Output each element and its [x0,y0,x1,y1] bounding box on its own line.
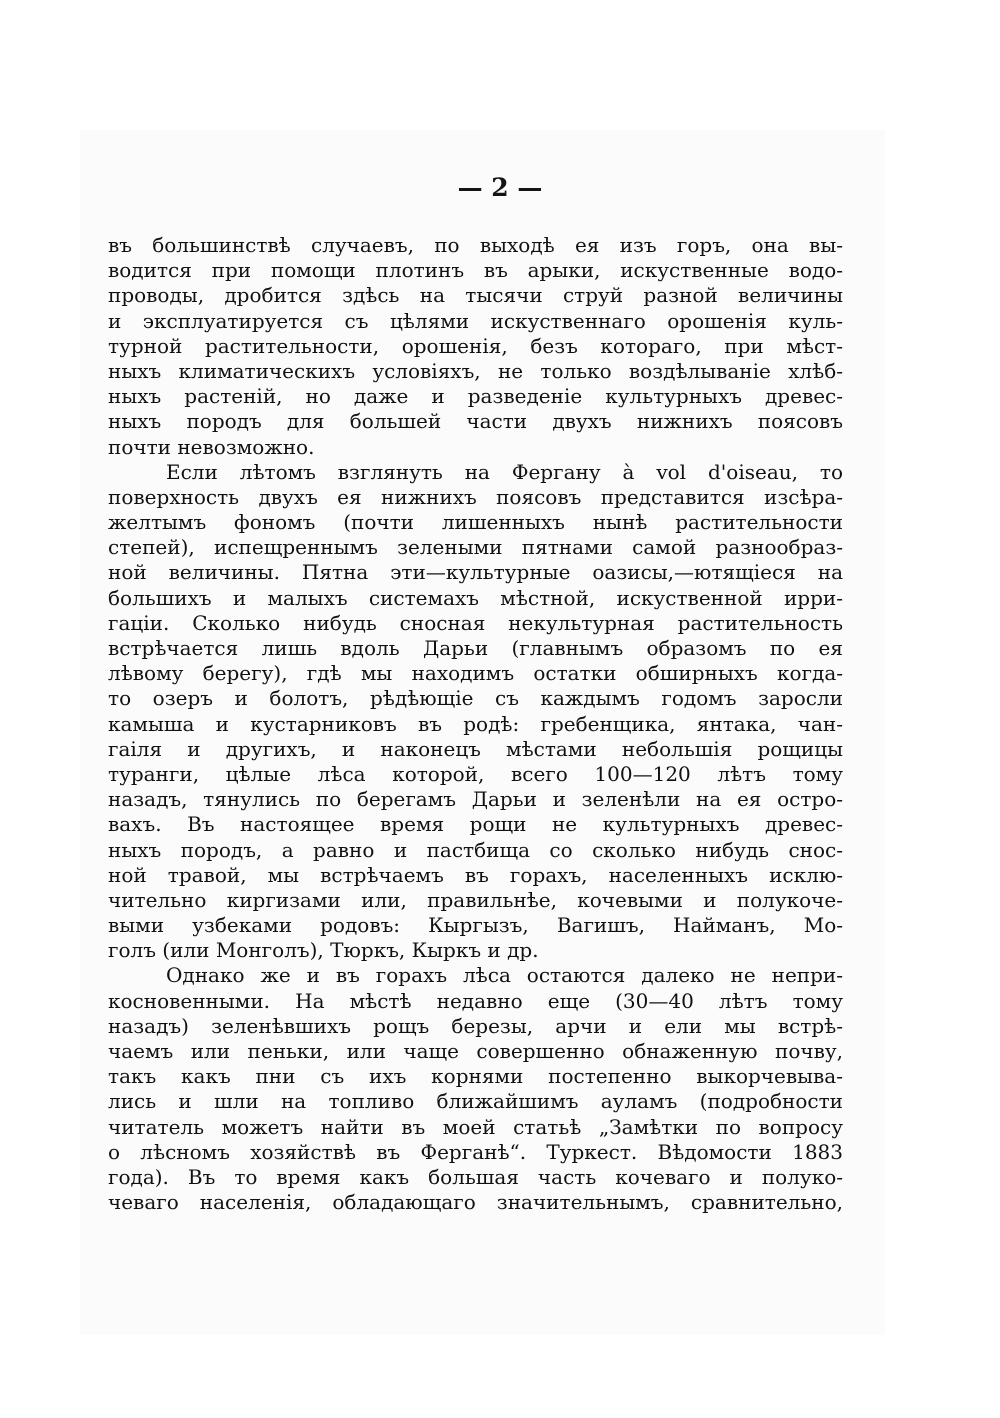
text-line: поверхность двухъ ея нижнихъ поясовъ представится изсѣра- [108,484,843,509]
text-line: лѣвому берегу), гдѣ мы находимъ остатки обширныхъ когда- [108,661,843,686]
text-line: туранги, цѣлые лѣса которой, всего 100—120 лѣтъ тому [108,761,843,786]
text-line: читатель можетъ найти въ моей статьѣ „Замѣтки по вопросу [108,1114,843,1139]
text-line: Если лѣтомъ взглянуть на Фергану à vol d'oiseau, то [166,459,843,484]
text-line: ной величины. Пятна эти—культурные оазисы,—ютящіеся на [108,560,843,585]
text-line: чительно киргизами или, правильнѣе, кочевыми и полукоче- [108,887,843,912]
text-line: чаемъ или пеньки, или чаще совершенно обнаженную почву, [108,1039,843,1063]
text-line: лись и шли на топливо ближайшимъ ауламъ (подробности [108,1089,843,1114]
text-line: косновенными. На мѣстѣ недавно еще (30—40 лѣтъ тому [108,988,843,1013]
text-line: камыша и кустарниковъ въ родѣ: гребенщика, янтака, чан- [108,711,843,736]
text-line: то озеръ и болотъ, рѣдѣющіе съ каждымъ годомъ заросли [108,686,843,711]
text-line: въ большинствѣ случаевъ, по выходѣ ея изъ горъ, она вы- [108,233,843,257]
text-line: ныхъ породъ для большей части двухъ нижнихъ поясовъ [108,409,843,434]
text-line: желтымъ фономъ (почти лишенныхъ нынѣ растительности [108,510,843,535]
text-line: и эксплуатируется съ цѣлями искуственнаго орошенія куль- [108,308,843,333]
text-line: о лѣсномъ хозяйствѣ въ Ферганѣ“. Туркест. Вѣдомости 1883 [108,1139,843,1164]
text-line: Однако же и въ горахъ лѣса остаются далеко не непри- [166,963,843,988]
text-line: турной растительности, орошенія, безъ котораго, при мѣст- [108,333,843,358]
text-line: гаціи. Сколько нибудь сносная некультурная растительность [108,610,843,635]
text-line: назадъ, тянулись по берегамъ Дарьи и зеленѣли на ея остро- [108,787,843,812]
text-line: выми узбеками родовъ: Кыргызъ, Вагишъ, Найманъ, Мо- [108,913,843,938]
text-line: чеваго населенія, обладающаго значительнымъ, сравнительно, [108,1190,843,1215]
text-line: ныхъ климатическихъ условіяхъ, не только воздѣлываніе хлѣб- [108,358,843,383]
text-line: встрѣчается лишь вдоль Дарьи (главнымъ образомъ по ея [108,636,843,660]
text-line: назадъ) зеленѣвшихъ рощъ березы, арчи и ели мы встрѣ- [108,1013,843,1038]
text-line: большихъ и малыхъ системахъ мѣстной, искуственной ирри- [108,585,843,610]
text-line: степей), испещреннымъ зелеными пятнами самой разнообраз- [108,535,843,560]
text-line: голъ (или Монголъ), Тюркъ, Кыркъ и др. [108,938,539,963]
text-line: почти невозможно. [108,434,315,459]
text-line: ной травой, мы встрѣчаемъ въ горахъ, населенныхъ исклю- [108,862,843,887]
text-line: водится при помощи плотинъ въ арыки, искуственные водо- [108,258,843,283]
body-text [108,233,843,1215]
text-line: ныхъ породъ, а равно и пастбища со сколько нибудь снос- [108,837,843,862]
text-line: вахъ. Въ настоящее время рощи не культурныхъ древес- [108,812,843,837]
text-line: такъ какъ пни съ ихъ корнями постепенно выкорчевыва- [108,1064,843,1089]
text-line: года). Въ то время какъ большая часть кочеваго и полуко- [108,1164,843,1189]
text-line: гаіля и другихъ, и наконецъ мѣстами небольшія рощицы [108,736,843,761]
text-line: ныхъ растеній, но даже и разведеніе культурныхъ древес- [108,384,843,409]
text-line: проводы, дробится здѣсь на тысячи струй разной величины [108,283,843,308]
page-number: — 2 — [457,173,543,202]
